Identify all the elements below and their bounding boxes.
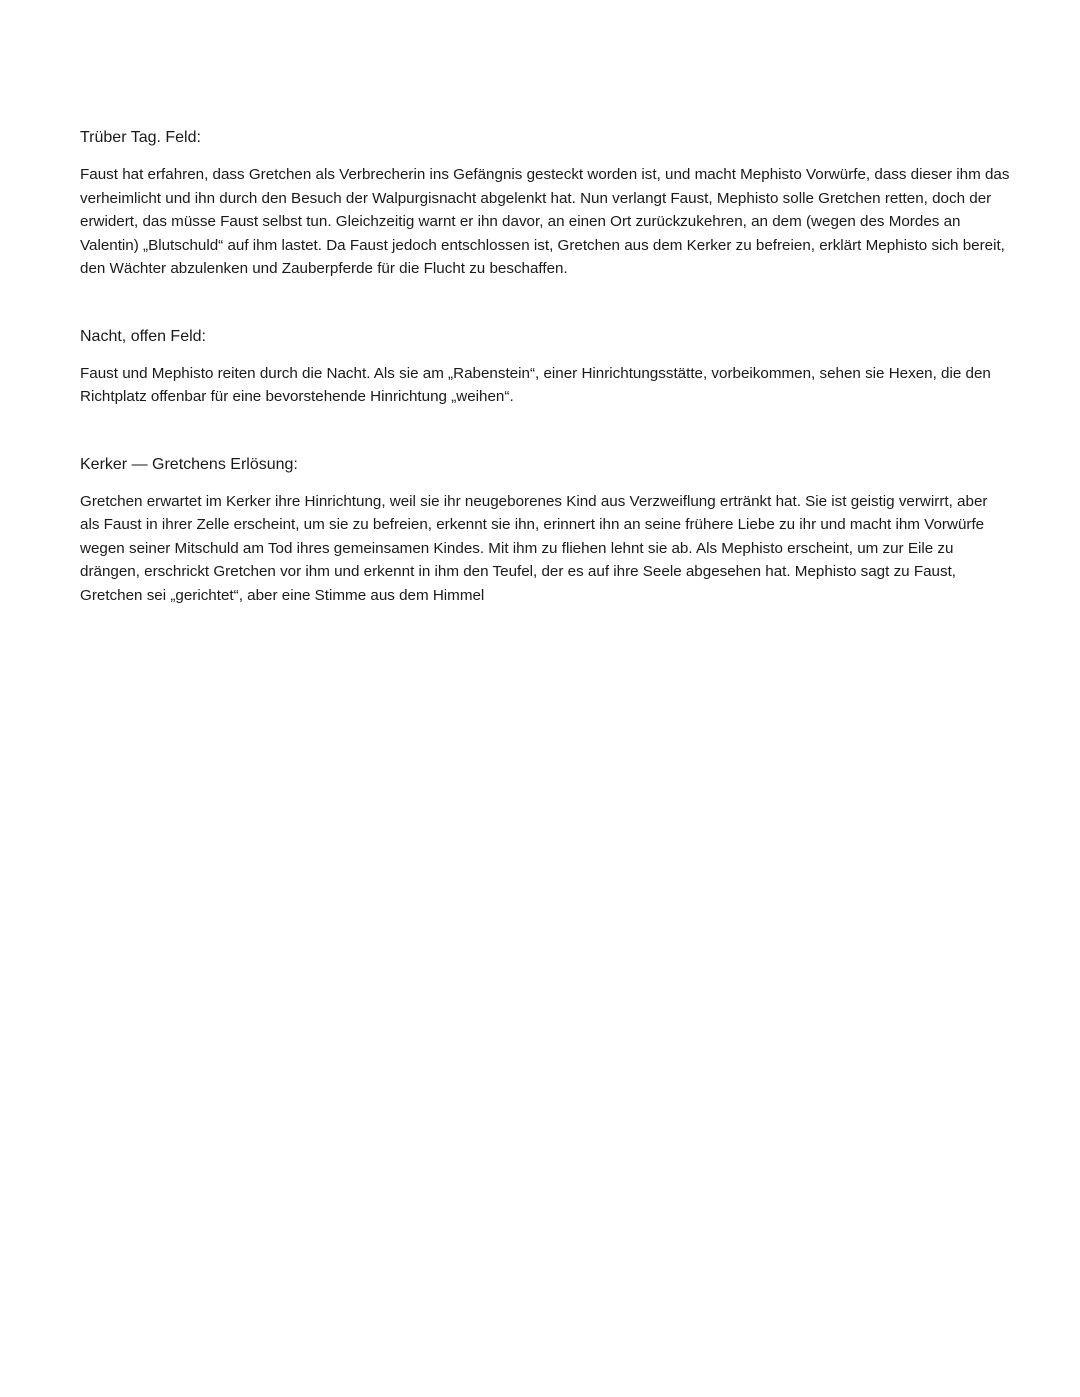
section-trueber-tag — [80, 126, 1010, 281]
section-heading: Nacht, offen Feld: — [80, 327, 206, 345]
section-paragraph: Faust hat erfahren, dass Gretchen als Verbrecherin ins Gefängnis gesteckt worden ist, und macht Mephisto Vorwürfe, dass dieser ihm das verheimlicht und ihn durch den Besuch der Walpurgisnacht abgelenkt hat. Nun verlangt Faust, Mephisto solle Gretchen retten, doch der erwidert, das müsse Faust selbst tun. Gleichzeitig warnt er ihn davor, an einen Ort zurückzukehren, an dem (wegen des Mordes an Valentin) „Blutschuld“ auf ihm lastet. Da Faust jedoch entschlossen ist, Gretchen aus dem Kerker zu befreien, erklärt Mephisto sich bereit, den Wächter abzulenken und Zauberpferde für die Flucht zu beschaffen. — [80, 166, 1010, 277]
section-nacht-offen-feld — [80, 325, 1010, 409]
document-page — [80, 126, 1010, 607]
section-paragraph: Gretchen erwartet im Kerker ihre Hinrichtung, weil sie ihr neugeborenes Kind aus Verzweiflung ertränkt hat. Sie ist geistig verwirrt, aber als Faust in ihrer Zelle erscheint, um sie zu befreien, erkennt sie ihn, erinnert ihn an seine frühere Liebe zu ihr und macht ihm Vorwürfe wegen seiner Mitschuld am Tod ihres gemeinsamen Kindes. Mit ihm zu fliehen lehnt sie ab. Als Mephisto erscheint, um zur Eile zu drängen, erschrickt Gretchen vor ihm und erkennt in ihm den Teufel, der es auf ihre Seele abgesehen hat. Mephisto sagt zu Faust, Gretchen sei „gerichtet“, aber eine Stimme aus dem Himmel — [80, 492, 988, 604]
section-paragraph: Faust und Mephisto reiten durch die Nacht. Als sie am „Rabenstein“, einer Hinrichtungsstätte, vorbeikommen, sehen sie Hexen, die den Richtplatz offenbar für eine bevorstehende Hinrichtung „weihen“. — [80, 364, 991, 405]
section-heading: Trüber Tag. Feld: — [80, 129, 201, 146]
section-heading: Kerker — Gretchens Erlösung: — [80, 455, 298, 473]
section-kerker — [80, 453, 1010, 608]
